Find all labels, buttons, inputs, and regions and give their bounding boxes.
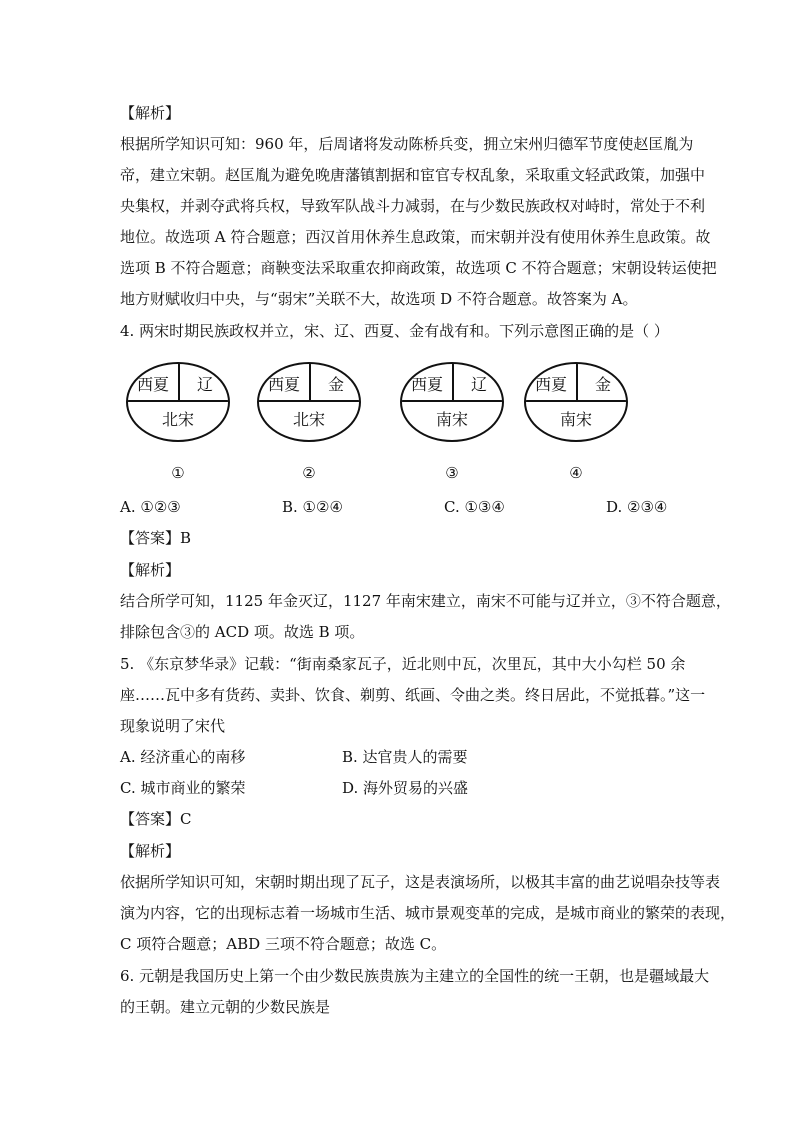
q4-option-d: D. ②③④ bbox=[606, 498, 668, 516]
q4-stem: 4. 两宋时期民族政权并立，宋、辽、西夏、金有战有和。下列示意图正确的是（ ） bbox=[120, 322, 669, 340]
q5-analysis-line: C 项符合题意；ABD 三项不符合题意；故选 C。 bbox=[120, 935, 447, 953]
q4-analysis-tag: 【解析】 bbox=[120, 561, 181, 579]
q6-stem-line: 6. 元朝是我国历史上第一个由少数民族贵族为主建立的全国性的统一王朝，也是疆域最大 bbox=[120, 967, 710, 985]
diagram-cell-top-left: 西夏 bbox=[534, 375, 567, 394]
diagram-number: ① bbox=[171, 464, 185, 482]
q5-analysis-tag: 【解析】 bbox=[120, 842, 181, 860]
diagram-cell-bottom: 南宋 bbox=[435, 410, 468, 429]
q3-analysis-line: 根据所学知识可知：960 年，后周诸将发动陈桥兵变，拥立宋州归德军节度使赵匡胤为 bbox=[120, 135, 694, 153]
q4-diagrams bbox=[120, 362, 680, 482]
q5-answer: 【答案】C bbox=[120, 810, 192, 828]
diagram-1 bbox=[126, 362, 236, 482]
diagram-circle bbox=[126, 362, 230, 442]
diagram-circle bbox=[524, 362, 628, 442]
diagram-circle bbox=[400, 362, 504, 442]
q5-analysis-line: 演为内容，它的出现标志着一场城市生活、城市景观变革的完成，是城市商业的繁荣的表现， bbox=[120, 904, 736, 922]
q5-option-d: D. 海外贸易的兴盛 bbox=[342, 779, 469, 797]
q3-analysis-line: 选项 B 不符合题意；商鞅变法采取重农抑商政策，故选项 C 不符合题意；宋朝设转运使把 bbox=[120, 259, 717, 277]
q5-option-b: B. 达官贵人的需要 bbox=[342, 748, 468, 766]
q5-option-a: A. 经济重心的南移 bbox=[120, 748, 246, 766]
q3-analysis-line: 帝，建立宋朝。赵匡胤为避免晚唐藩镇割据和宦官专权乱象，采取重文轻武政策，加强中 bbox=[120, 166, 706, 184]
q4-analysis-line: 排除包含③的 ACD 项。故选 B 项。 bbox=[120, 623, 365, 641]
diagram-cell-bottom: 北宋 bbox=[161, 410, 194, 429]
q5-stem-line: 5. 《东京梦华录》记载：“街南桑家瓦子，近北则中瓦，次里瓦，其中大小勾栏 50 余 bbox=[120, 655, 686, 673]
diagram-number: ④ bbox=[569, 464, 583, 482]
q4-option-c: C. ①③④ bbox=[444, 498, 505, 516]
diagram-cell-top-right: 金 bbox=[594, 375, 611, 394]
diagram-3 bbox=[400, 362, 510, 482]
diagram-cell-top-left: 西夏 bbox=[136, 375, 169, 394]
diagram-cell-top-right: 辽 bbox=[470, 375, 487, 394]
diagram-cell-top-right: 金 bbox=[327, 375, 344, 394]
q4-analysis-line: 结合所学可知，1125 年金灭辽，1127 年南宋建立，南宋不可能与辽并立，③不符合题意， bbox=[120, 592, 731, 610]
q5-stem-line: 现象说明了宋代 bbox=[120, 717, 226, 735]
q4-option-b: B. ①②④ bbox=[282, 498, 343, 516]
diagram-circle bbox=[257, 362, 361, 442]
q4-answer: 【答案】B bbox=[120, 529, 192, 547]
q3-analysis-line: 地位。故选项 A 符合题意；西汉首用休养生息政策，而宋朝并没有使用休养生息政策。故 bbox=[120, 228, 711, 246]
q3-analysis-line: 地方财赋收归中央，与“弱宋”关联不大，故选项 D 不符合题意。故答案为 A。 bbox=[120, 290, 638, 308]
q5-option-c: C. 城市商业的繁荣 bbox=[120, 779, 246, 797]
diagram-cell-top-left: 西夏 bbox=[267, 375, 300, 394]
q5-stem-line: 座……瓦中多有货药、卖卦、饮食、剃剪、纸画、令曲之类。终日居此，不觉抵暮。”这一 bbox=[120, 686, 706, 704]
diagram-2 bbox=[257, 362, 367, 482]
diagram-cell-bottom: 南宋 bbox=[559, 410, 592, 429]
q3-analysis-tag: 【解析】 bbox=[120, 104, 181, 122]
diagram-number: ③ bbox=[445, 464, 459, 482]
q3-analysis-line: 央集权，并剥夺武将兵权，导致军队战斗力减弱，在与少数民族政权对峙时，常处于不利 bbox=[120, 197, 706, 215]
q6-stem-line: 的王朝。建立元朝的少数民族是 bbox=[120, 998, 331, 1016]
q4-option-a: A. ①②③ bbox=[120, 498, 181, 516]
diagram-cell-top-right: 辽 bbox=[196, 375, 213, 394]
diagram-cell-top-left: 西夏 bbox=[410, 375, 443, 394]
diagram-4 bbox=[524, 362, 634, 482]
diagram-number: ② bbox=[302, 464, 316, 482]
diagram-cell-bottom: 北宋 bbox=[292, 410, 325, 429]
q5-analysis-line: 依据所学知识可知，宋朝时期出现了瓦子，这是表演场所，以极其丰富的曲艺说唱杂技等表 bbox=[120, 873, 721, 891]
